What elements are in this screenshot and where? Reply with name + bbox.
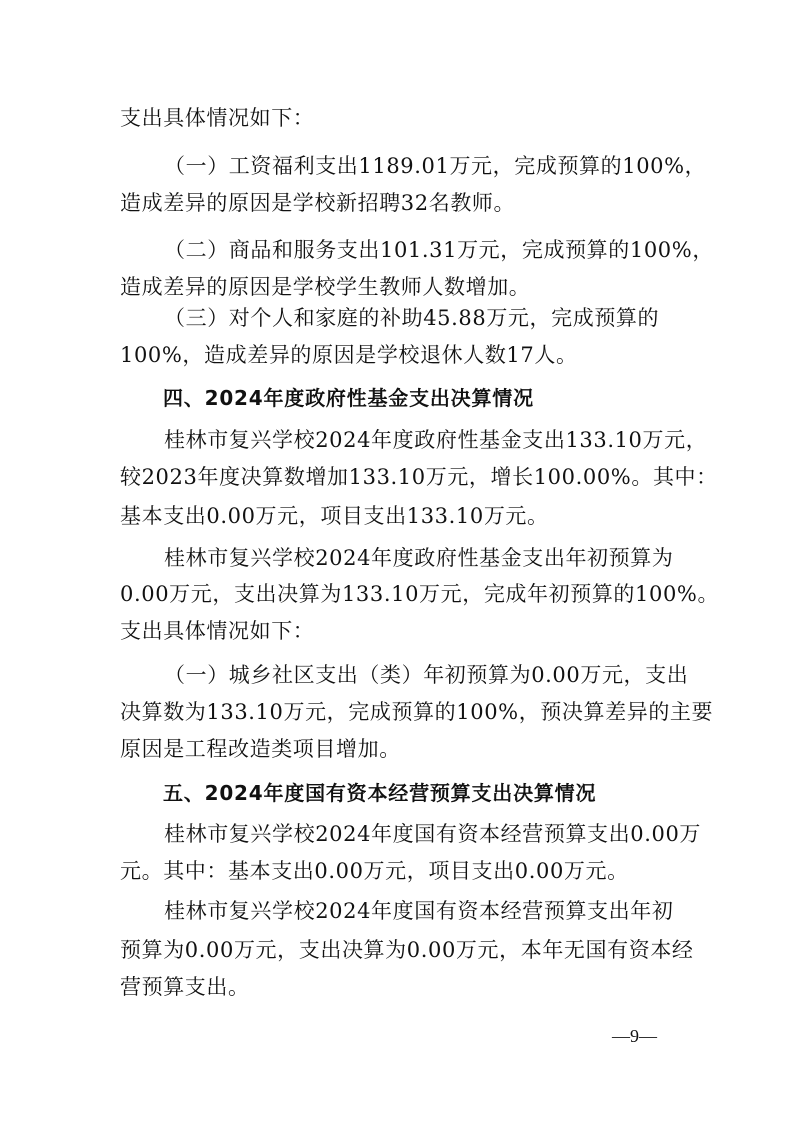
text-line: 决算数为133.10万元，完成预算的100%，预决算差异的主要 bbox=[120, 700, 714, 724]
text-line: 支出具体情况如下： bbox=[120, 619, 315, 643]
text-line: 元。其中：基本支出0.00万元，项目支出0.00万元。 bbox=[120, 859, 629, 883]
text-line: 预算为0.00万元，支出决算为0.00万元，本年无国有资本经 bbox=[120, 938, 694, 962]
text-line: （一）城乡社区支出（类）年初预算为0.00万元，支出 bbox=[164, 663, 689, 687]
text-line: 桂林市复兴学校2024年度国有资本经营预算支出0.00万 bbox=[164, 822, 701, 846]
text-line: 支出具体情况如下： bbox=[120, 106, 315, 130]
text-line: 桂林市复兴学校2024年度政府性基金支出年初预算为 bbox=[164, 546, 674, 570]
text-line: 基本支出0.00万元，项目支出133.10万元。 bbox=[120, 504, 549, 528]
text-line: 造成差异的原因是学校学生教师人数增加。 bbox=[120, 275, 531, 299]
text-line: 100%，造成差异的原因是学校退休人数17人。 bbox=[120, 343, 578, 367]
section-heading: 四、2024年度政府性基金支出决算情况 bbox=[163, 386, 534, 410]
page-number: —9— bbox=[612, 1026, 657, 1046]
text-line: （一）工资福利支出1189.01万元，完成预算的100%， bbox=[164, 154, 707, 178]
text-line: 造成差异的原因是学校新招聘32名教师。 bbox=[120, 191, 516, 215]
text-line: 0.00万元，支出决算为133.10万元，完成年初预算的100%。 bbox=[120, 582, 720, 606]
text-line: 原因是工程改造类项目增加。 bbox=[120, 737, 401, 761]
section-heading: 五、2024年度国有资本经营预算支出决算情况 bbox=[163, 781, 597, 805]
text-line: （三）对个人和家庭的补助45.88万元，完成预算的 bbox=[164, 306, 660, 330]
text-line: 桂林市复兴学校2024年度国有资本经营预算支出年初 bbox=[164, 899, 674, 923]
text-line: 桂林市复兴学校2024年度政府性基金支出133.10万元， bbox=[164, 428, 708, 452]
text-line: 较2023年度决算数增加133.10万元，增长100.00%。其中： bbox=[120, 465, 718, 489]
text-line: （二）商品和服务支出101.31万元，完成预算的100%， bbox=[164, 238, 714, 262]
text-line: 营预算支出。 bbox=[120, 975, 250, 999]
